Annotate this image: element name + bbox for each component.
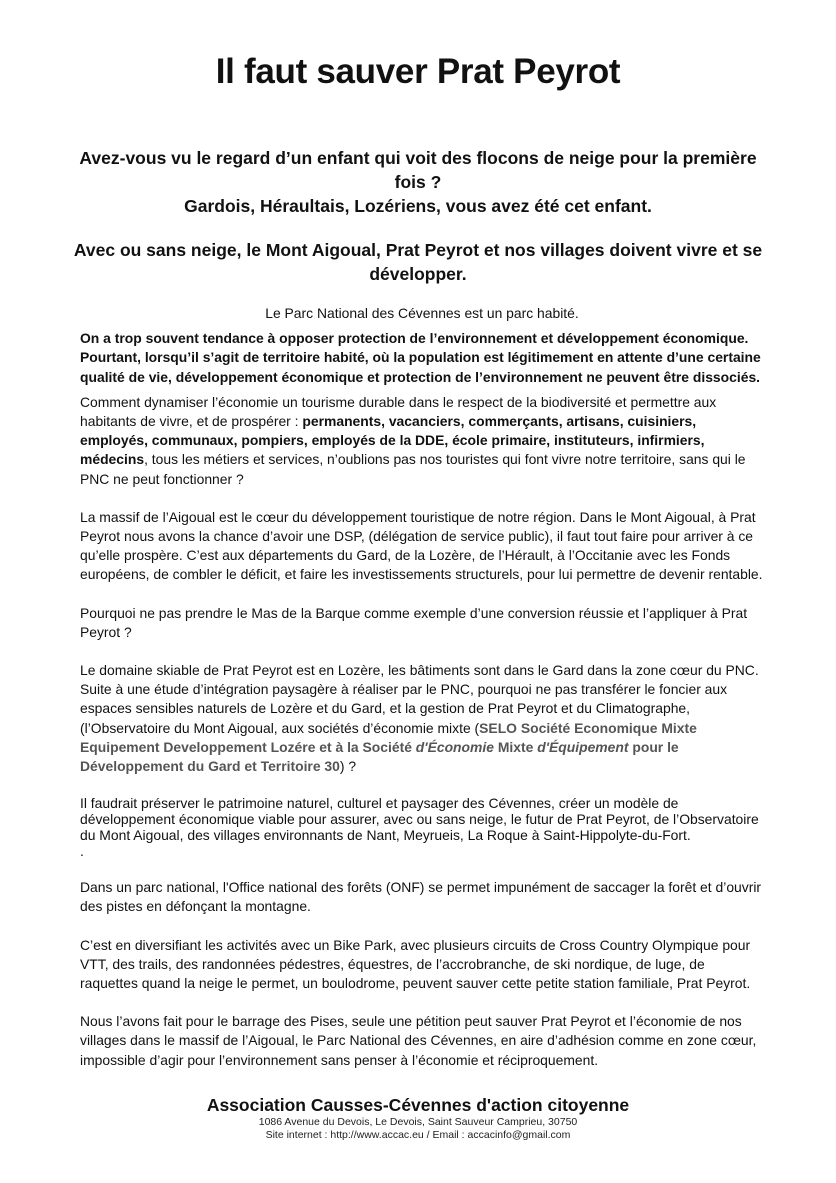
paragraph-domaine-skiable [80,661,764,776]
paragraph-tourisme-metiers: permanents, vacanciers, commerçants, artisans, cuisiniers, employés, communaux, pompiers, employés de la DDE, école primaire, instituteurs, infirmiers, médecins [80,413,705,468]
footer [0,1094,836,1142]
paragraph-parc-habite: Le Parc National des Cévennes est un parc habité. [265,305,579,321]
selo-part-5: pour le Développement du Gard et Territoire 30 [80,738,679,775]
body-text [80,304,764,1089]
intro-line-slogan: Avec ou sans neige, le Mont Aigoual, Prat Peyrot et nos villages doivent vivre et se développer. [73,240,763,284]
intro-line-regions: Gardois, Héraultais, Lozériens, vous avez été cet enfant. [184,196,652,216]
intro-line-question: Avez-vous vu le regard d’un enfant qui voit des flocons de neige pour la première fois ? [79,148,757,192]
intro-block [70,146,766,286]
paragraph-protection: On a trop souvent tendance à opposer protection de l’environnement et développement économique. Pourtant, lorsqu’il s’agit de territoire habité, où la population est légitimement en attente d’une certaine qualité de vie, développement économique et protection de l’environnement ne peuvent être dissociés. [80,330,761,385]
selo-part-1: SELO Société Economique Mixte Equipement Developpement Lozére et à la Société [80,719,697,755]
stray-dot: . [80,843,84,860]
paragraph-aigoual: La massif de l’Aigoual est le cœur du développement touristique de notre région. Dans le Mont Aigoual, à Prat Peyrot nous avons la chance d’avoir une DSP, (délégation de service public), il faut tout faire pour arriver à ce qu’elle prospère. C’est aux départements du Gard, de la Lozère, de l’Hérault, à l’Occitanie avec les Fonds européens, de combler le déficit, et faire les investissements structurels, pour lui permettre de devenir rentable. [80,508,763,583]
paragraph-activites: C’est en diversifiant les activités avec un Bike Park, avec plusieurs circuits de Cross Country Olympique pour VTT, des trails, des randonnées pédestres, équestres, de l’accrobranche, de ski nordique, de luge, de raquettes quand la neige le permet, un boulodrome, peuvent sauver cette petite station familiale, Prat Peyrot. [80,936,751,992]
selo-part-3: Mixte [493,738,538,755]
paragraph-domaine-start: Le domaine skiable de Prat Peyrot est en Lozère, les bâtiments sont dans le Gard dans la zone cœur du PNC. Suite à une étude d’intégration paysagère à réaliser par le PNC, pourquoi ne pas transférer le foncier aux espaces sensibles naturels de Lozère et du Gard, et la gestion de Prat Peyrot et du Climatographe, (l’Observatoire du Mont Aigoual, aux sociétés d’économie mixte ( [80,662,759,736]
association-contact: Site internet : http://www.accac.eu / Email : accacinfo@gmail.com [265,1129,571,1141]
paragraph-petition: Nous l’avons fait pour le barrage des Pises, seule une pétition peut sauver Prat Peyrot et l’économie de nos villages dans le massif de l’Aigoual, le Parc National des Cévennes, en aire d’adhésion comme en zone cœur, impossible d’agir pour l’environnement sans penser à l’économie et réciproquement. [80,1013,757,1068]
paragraph-tourisme-end: , tous les métiers et services, n’oublions pas nos touristes qui font vivre notre territoire, sans qui le PNC ne peut fonctionner ? [80,451,746,487]
paragraph-patrimoine: Il faudrait préserver le patrimoine naturel, culturel et paysager des Cévennes, créer un modèle de développement économique viable pour assurer, avec ou sans neige, le futur de Prat Peyrot, de l’Observatoire du Mont Aigoual, des villages environnants de Nant, Meyrueis, La Roque à Saint-Hippolyte-du-Fort. [80,795,759,844]
paragraph-tourisme-start: Comment dynamiser l’économie un tourisme durable dans le respect de la biodiversité et permettre aux habitants de vivre, et de prospérer : [80,393,717,430]
association-name: Association Causses-Cévennes d'action citoyenne [206,1095,630,1115]
paragraph-domaine-end: ) ? [339,758,357,775]
association-address: 1086 Avenue du Devois, Le Devois, Saint Sauveur Camprieu, 30750 [258,1116,578,1128]
paragraph-mas-barque: Pourquoi ne pas prendre le Mas de la Barque comme exemple d’une conversion réussie et l’appliquer à Prat Peyrot ? [80,604,748,640]
selo-part-4: d'Équipement [537,738,629,755]
paragraph-tourisme [80,393,764,489]
selo-part-2: d'Économie [415,738,494,755]
paragraph-onf: Dans un parc national, l'Office national des forêts (ONF) se permet impunément de saccager la forêt et d’ouvrir des pistes en défonçant la montagne. [80,879,762,915]
page-title: Il faut sauver Prat Peyrot [215,52,621,91]
